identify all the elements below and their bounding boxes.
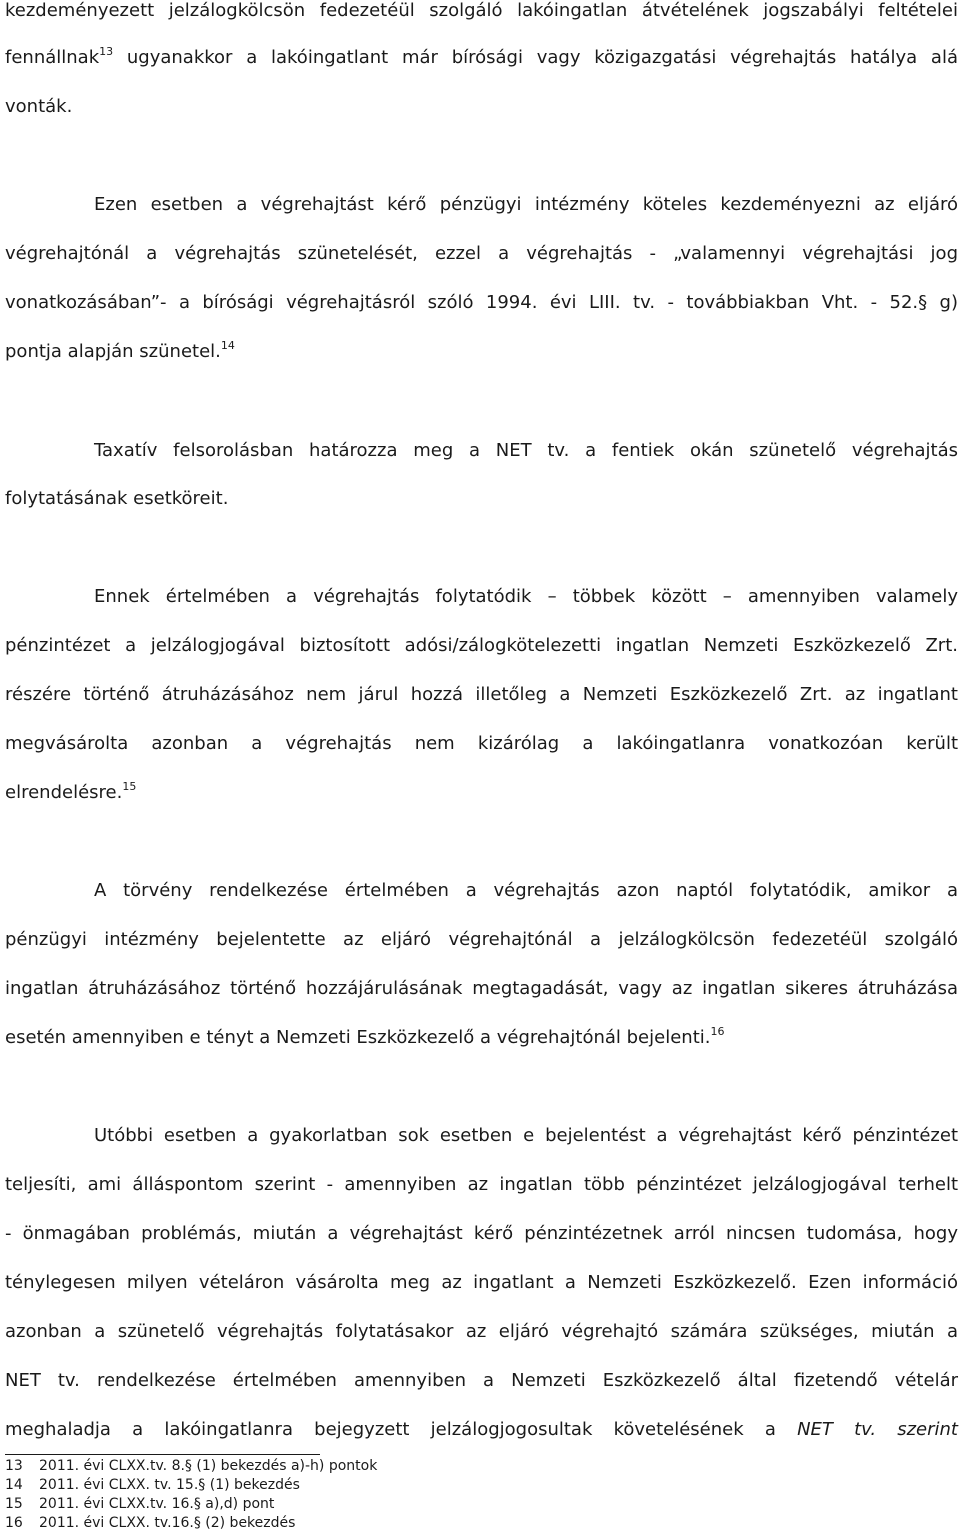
text-line bbox=[5, 1419, 958, 1441]
text-segment: fennállnak bbox=[5, 47, 100, 68]
text-line: Ennek értelmében a végrehajtás folytatódik – többek között – amennyiben valamely bbox=[94, 586, 958, 607]
italic-text: NET tv. szerint bbox=[797, 1419, 958, 1440]
text-line: végrehajtónál a végrehajtás szünetelését, ezzel a végrehajtás - „valamennyi végrehajtási jog bbox=[5, 243, 958, 264]
footnote-text: 2011. évi CLXX.tv. 16.§ a),d) pont bbox=[39, 1496, 275, 1512]
text-segment: elrendelésre. bbox=[5, 782, 123, 803]
text-line bbox=[5, 782, 958, 806]
text-line: kezdeményezett jelzálogkölcsön fedezetéül szolgáló lakóingatlan átvételének jogszabályi feltételei bbox=[5, 0, 958, 21]
text-segment: pontja alapján szünetel. bbox=[5, 341, 221, 362]
text-line: A törvény rendelkezése értelmében a végrehajtás azon naptól folytatódik, amikor a bbox=[94, 880, 958, 901]
footnote-ref: 14 bbox=[220, 339, 235, 352]
text-line bbox=[5, 1027, 958, 1051]
footnote-text: 2011. évi CLXX. tv. 15.§ (1) bekezdés bbox=[39, 1477, 300, 1493]
footnote-number: 14 bbox=[5, 1477, 23, 1493]
text-line: NET tv. rendelkezése értelmében amennyiben a Nemzeti Eszközkezelő által fizetendő vételár bbox=[5, 1370, 958, 1391]
text-line: teljesíti, ami álláspontom szerint - amennyiben az ingatlan több pénzintézet jelzálogjogával terhelt bbox=[5, 1174, 958, 1195]
footnote-separator bbox=[5, 1454, 320, 1455]
footnote-text: 2011. évi CLXX. tv.16.§ (2) bekezdés bbox=[39, 1515, 296, 1531]
footnote-ref: 15 bbox=[122, 780, 137, 793]
text-line: folytatásának esetköreit. bbox=[5, 488, 229, 509]
footnote bbox=[5, 1458, 377, 1475]
text-line: Utóbbi esetben a gyakorlatban sok esetben e bejelentést a végrehajtást kérő pénzintézet bbox=[94, 1125, 958, 1146]
footnote bbox=[5, 1496, 274, 1513]
text-line: Ezen esetben a végrehajtást kérő pénzügyi intézmény köteles kezdeményezni az eljáró bbox=[94, 194, 958, 215]
footnote-ref: 13 bbox=[99, 45, 114, 58]
footnote bbox=[5, 1477, 300, 1494]
footnote-number: 16 bbox=[5, 1515, 23, 1531]
text-segment: ugyanakkor a lakóingatlant már bírósági vagy közigazgatási végrehajtás hatálya alá bbox=[113, 47, 958, 68]
footnote-ref: 16 bbox=[710, 1025, 725, 1038]
text-line: vonták. bbox=[5, 96, 73, 117]
text-line: megvásárolta azonban a végrehajtás nem kizárólag a lakóingatlanra vonatkozóan került bbox=[5, 733, 958, 754]
text-line bbox=[5, 341, 958, 365]
text-line: Taxatív felsorolásban határozza meg a NET tv. a fentiek okán szünetelő végrehajtás bbox=[94, 440, 958, 461]
text-segment: esetén amennyiben e tényt a Nemzeti Eszközkezelő a végrehajtónál bejelenti. bbox=[5, 1027, 711, 1048]
text-line: azonban a szünetelő végrehajtás folytatásakor az eljáró végrehajtó számára szükséges, miután a bbox=[5, 1321, 958, 1342]
text-line: - önmagában problémás, miután a végrehajtást kérő pénzintézetnek arról nincsen tudomása, hogy bbox=[5, 1223, 958, 1244]
footnote-text: 2011. évi CLXX.tv. 8.§ (1) bekezdés a)-h) pontok bbox=[39, 1458, 378, 1474]
text-line: vonatkozásában”- a bírósági végrehajtásról szóló 1994. évi LIII. tv. - továbbiakban Vht. - 52.§ g) bbox=[5, 292, 958, 313]
footnote bbox=[5, 1515, 295, 1532]
text-line: részére történő átruházásához nem járul hozzá illetőleg a Nemzeti Eszközkezelő Zrt. az ingatlant bbox=[5, 684, 958, 705]
text-line: pénzügyi intézmény bejelentette az eljáró végrehajtónál a jelzálogkölcsön fedezetéül szolgáló bbox=[5, 929, 958, 950]
text-line: ténylegesen milyen vételáron vásárolta meg az ingatlant a Nemzeti Eszközkezelő. Ezen információ bbox=[5, 1272, 958, 1293]
text-segment: meghaladja a lakóingatlanra bejegyzett jelzálogjogosultak követelésének a bbox=[5, 1419, 798, 1440]
text-line bbox=[5, 47, 958, 71]
text-line: ingatlan átruházásához történő hozzájárulásának megtagadását, vagy az ingatlan sikeres átruházása bbox=[5, 978, 958, 999]
text-line: pénzintézet a jelzálogjogával biztosított adósi/zálogkötelezetti ingatlan Nemzeti Eszközkezelő Zrt. bbox=[5, 635, 958, 656]
footnote-number: 15 bbox=[5, 1496, 23, 1512]
footnote-number: 13 bbox=[5, 1458, 23, 1474]
